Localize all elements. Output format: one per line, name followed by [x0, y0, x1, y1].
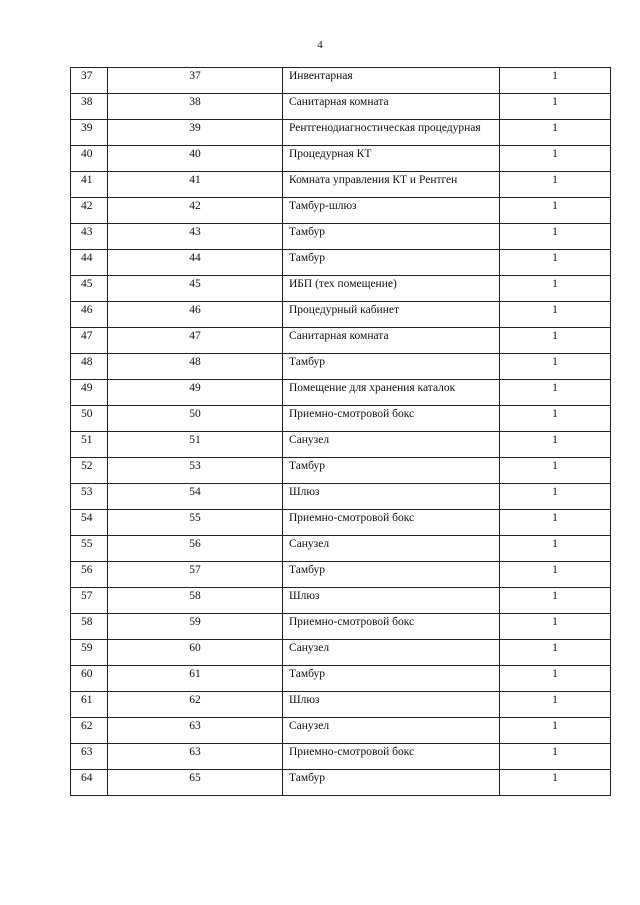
row-number-cell: 52	[71, 458, 108, 484]
room-name-cell: Процедурная КТ	[283, 146, 500, 172]
quantity-cell: 1	[500, 458, 611, 484]
table-row	[71, 432, 611, 458]
table-row	[71, 328, 611, 354]
quantity-cell: 1	[500, 354, 611, 380]
quantity-cell: 1	[500, 172, 611, 198]
quantity-cell: 1	[500, 536, 611, 562]
room-name-cell: Приемно-смотровой бокс	[283, 614, 500, 640]
row-number-cell: 38	[71, 94, 108, 120]
row-number-cell: 45	[71, 276, 108, 302]
room-name-cell: Санузел	[283, 432, 500, 458]
room-name-cell: ИБП (тех помещение)	[283, 276, 500, 302]
room-code-cell: 39	[108, 120, 283, 146]
row-number-cell: 41	[71, 172, 108, 198]
quantity-cell: 1	[500, 484, 611, 510]
table-row	[71, 458, 611, 484]
quantity-cell: 1	[500, 510, 611, 536]
room-name-cell: Санузел	[283, 640, 500, 666]
row-number-cell: 60	[71, 666, 108, 692]
room-code-cell: 42	[108, 198, 283, 224]
table-row	[71, 302, 611, 328]
quantity-cell: 1	[500, 744, 611, 770]
room-name-cell: Тамбур	[283, 458, 500, 484]
quantity-cell: 1	[500, 406, 611, 432]
quantity-cell: 1	[500, 276, 611, 302]
row-number-cell: 54	[71, 510, 108, 536]
room-name-cell: Комната управления КТ и Рентген	[283, 172, 500, 198]
room-code-cell: 46	[108, 302, 283, 328]
room-code-cell: 43	[108, 224, 283, 250]
table-row	[71, 120, 611, 146]
quantity-cell: 1	[500, 146, 611, 172]
table-row	[71, 562, 611, 588]
row-number-cell: 37	[71, 68, 108, 94]
row-number-cell: 63	[71, 744, 108, 770]
table-row	[71, 224, 611, 250]
quantity-cell: 1	[500, 302, 611, 328]
room-name-cell: Тамбур	[283, 562, 500, 588]
quantity-cell: 1	[500, 588, 611, 614]
room-name-cell: Помещение для хранения каталок	[283, 380, 500, 406]
row-number-cell: 55	[71, 536, 108, 562]
table-row	[71, 718, 611, 744]
room-code-cell: 61	[108, 666, 283, 692]
row-number-cell: 47	[71, 328, 108, 354]
table-row	[71, 94, 611, 120]
room-code-cell: 62	[108, 692, 283, 718]
row-number-cell: 49	[71, 380, 108, 406]
room-name-cell: Тамбур	[283, 354, 500, 380]
table-row	[71, 146, 611, 172]
table-row	[71, 744, 611, 770]
quantity-cell: 1	[500, 432, 611, 458]
room-code-cell: 63	[108, 718, 283, 744]
row-number-cell: 57	[71, 588, 108, 614]
room-code-cell: 53	[108, 458, 283, 484]
room-code-cell: 60	[108, 640, 283, 666]
table-row	[71, 588, 611, 614]
quantity-cell: 1	[500, 224, 611, 250]
quantity-cell: 1	[500, 198, 611, 224]
quantity-cell: 1	[500, 328, 611, 354]
row-number-cell: 51	[71, 432, 108, 458]
room-name-cell: Приемно-смотровой бокс	[283, 744, 500, 770]
room-code-cell: 57	[108, 562, 283, 588]
table-row	[71, 68, 611, 94]
row-number-cell: 62	[71, 718, 108, 744]
room-code-cell: 51	[108, 432, 283, 458]
room-code-cell: 38	[108, 94, 283, 120]
row-number-cell: 56	[71, 562, 108, 588]
room-name-cell: Шлюз	[283, 692, 500, 718]
row-number-cell: 59	[71, 640, 108, 666]
row-number-cell: 40	[71, 146, 108, 172]
room-name-cell: Приемно-смотровой бокс	[283, 406, 500, 432]
table-row	[71, 354, 611, 380]
row-number-cell: 53	[71, 484, 108, 510]
quantity-cell: 1	[500, 120, 611, 146]
room-name-cell: Санузел	[283, 718, 500, 744]
row-number-cell: 58	[71, 614, 108, 640]
row-number-cell: 50	[71, 406, 108, 432]
quantity-cell: 1	[500, 614, 611, 640]
row-number-cell: 44	[71, 250, 108, 276]
room-name-cell: Тамбур	[283, 770, 500, 796]
quantity-cell: 1	[500, 692, 611, 718]
room-code-cell: 56	[108, 536, 283, 562]
rooms-table-body	[71, 68, 611, 796]
room-name-cell: Санитарная комната	[283, 328, 500, 354]
quantity-cell: 1	[500, 562, 611, 588]
table-row	[71, 640, 611, 666]
room-name-cell: Приемно-смотровой бокс	[283, 510, 500, 536]
room-name-cell: Шлюз	[283, 588, 500, 614]
row-number-cell: 42	[71, 198, 108, 224]
quantity-cell: 1	[500, 666, 611, 692]
row-number-cell: 46	[71, 302, 108, 328]
row-number-cell: 48	[71, 354, 108, 380]
table-row	[71, 536, 611, 562]
room-code-cell: 47	[108, 328, 283, 354]
room-name-cell: Санузел	[283, 536, 500, 562]
table-row	[71, 692, 611, 718]
row-number-cell: 61	[71, 692, 108, 718]
quantity-cell: 1	[500, 718, 611, 744]
room-code-cell: 49	[108, 380, 283, 406]
room-code-cell: 40	[108, 146, 283, 172]
table-row	[71, 172, 611, 198]
table-row	[71, 406, 611, 432]
room-name-cell: Тамбур	[283, 224, 500, 250]
row-number-cell: 43	[71, 224, 108, 250]
room-code-cell: 48	[108, 354, 283, 380]
room-code-cell: 63	[108, 744, 283, 770]
room-code-cell: 58	[108, 588, 283, 614]
room-code-cell: 54	[108, 484, 283, 510]
room-code-cell: 65	[108, 770, 283, 796]
room-name-cell: Тамбур	[283, 666, 500, 692]
room-name-cell: Тамбур	[283, 250, 500, 276]
table-row	[71, 510, 611, 536]
table-row	[71, 666, 611, 692]
rooms-table	[70, 67, 611, 796]
quantity-cell: 1	[500, 94, 611, 120]
room-name-cell: Шлюз	[283, 484, 500, 510]
room-name-cell: Тамбур-шлюз	[283, 198, 500, 224]
table-row	[71, 484, 611, 510]
room-name-cell: Процедурный кабинет	[283, 302, 500, 328]
table-row	[71, 380, 611, 406]
room-code-cell: 41	[108, 172, 283, 198]
table-row	[71, 198, 611, 224]
room-code-cell: 45	[108, 276, 283, 302]
room-name-cell: Инвентарная	[283, 68, 500, 94]
quantity-cell: 1	[500, 380, 611, 406]
quantity-cell: 1	[500, 640, 611, 666]
table-row	[71, 770, 611, 796]
room-code-cell: 50	[108, 406, 283, 432]
room-code-cell: 37	[108, 68, 283, 94]
room-name-cell: Санитарная комната	[283, 94, 500, 120]
quantity-cell: 1	[500, 770, 611, 796]
table-row	[71, 276, 611, 302]
table-row	[71, 614, 611, 640]
row-number-cell: 64	[71, 770, 108, 796]
room-code-cell: 55	[108, 510, 283, 536]
room-code-cell: 59	[108, 614, 283, 640]
page-number: 4	[317, 39, 323, 51]
quantity-cell: 1	[500, 68, 611, 94]
room-code-cell: 44	[108, 250, 283, 276]
row-number-cell: 39	[71, 120, 108, 146]
room-name-cell: Рентгенодиагностическая процедурная	[283, 120, 500, 146]
table-row	[71, 250, 611, 276]
quantity-cell: 1	[500, 250, 611, 276]
